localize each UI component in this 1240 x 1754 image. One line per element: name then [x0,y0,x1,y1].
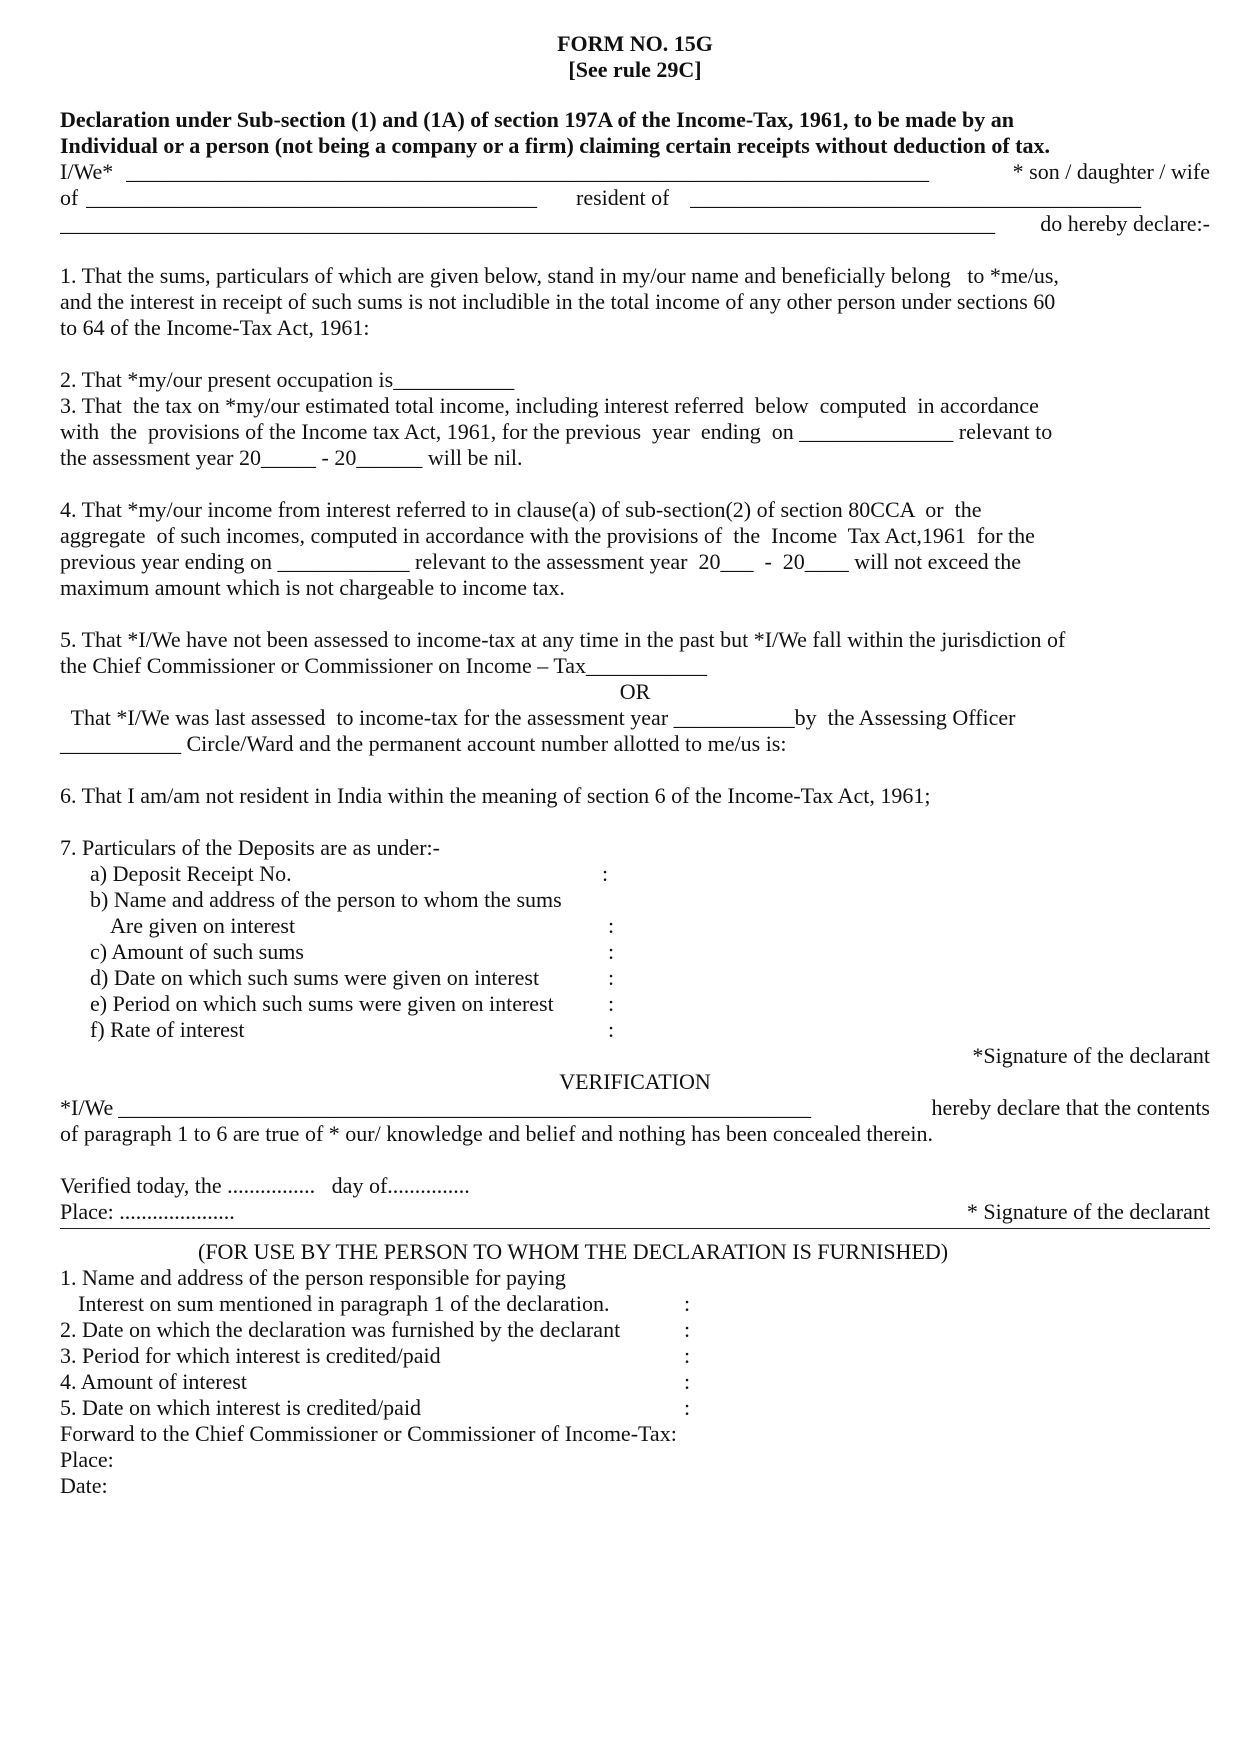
para-4-line-1: 4. That *my/our income from interest referred to in clause(a) of sub-section(2) of section 80CCA or the [60,497,982,522]
deposit-colon-c: : [608,939,615,964]
para-5-line-1: 5. That *I/We have not been assessed to income-tax at any time in the past but *I/We fall within the jurisdiction of [60,627,1066,652]
deposit-item-d: d) Date on which such sums were given on interest [90,965,540,990]
deposit-colon-a: : [602,861,609,886]
verification-line-2: of paragraph 1 to 6 are true of * our/ knowledge and belief and nothing has been concealed therein. [60,1121,933,1146]
of-blank[interactable]: _________________________________________ [86,185,537,210]
payer-colon-3: : [684,1343,691,1368]
para-5-line-3: That *I/We was last assessed to income-tax for the assessment year ___________by the Assessing Officer [60,705,1016,730]
para-1-line-2: and the interest in receipt of such sums is not includible in the total income of any other person under sections 60 [60,289,1056,314]
deposit-colon-d: : [608,965,615,990]
signature-of-declarant-2: * Signature of the declarant [966,1199,1210,1224]
para-1-line-1: 1. That the sums, particulars of which are given below, stand in my/our name and beneficially belong to *me/us, [60,263,1059,288]
para-2: 2. That *my/our present occupation is___________ [60,367,515,392]
payer-item-1-line-2: Interest on sum mentioned in paragraph 1 of the declaration. [78,1291,610,1316]
verification-iwe: *I/We [60,1095,114,1120]
deposit-item-b: b) Name and address of the person to whom the sums [90,887,562,912]
para-6: 6. That I am/am not resident in India within the meaning of section 6 of the Income-Tax Act, 1961; [60,783,931,808]
resident-label: resident of [576,185,670,210]
deposit-colon-e: : [608,991,615,1016]
payer-item-1-line-1: 1. Name and address of the person responsible for paying [60,1265,566,1290]
deposit-item-c: c) Amount of such sums [90,939,304,964]
payer-section-title: (FOR USE BY THE PERSON TO WHOM THE DECLARATION IS FURNISHED) [198,1239,949,1264]
address-blank[interactable]: _____________________________________________________________________________________ [60,211,995,236]
payer-colon-5: : [684,1395,691,1420]
payer-place: Place: [60,1447,114,1472]
payer-item-2: 2. Date on which the declaration was furnished by the declarant [60,1317,621,1342]
para-4-line-3: previous year ending on ____________ relevant to the assessment year 20___ - 20____ will not exceed the [60,549,1022,574]
verified-today: Verified today, the ................ day of............... [60,1173,470,1198]
para-7: 7. Particulars of the Deposits are as under:- [60,835,440,860]
para-3-line-1: 3. That the tax on *my/our estimated total income, including interest referred below computed in accordance [60,393,1039,418]
payer-item-3: 3. Period for which interest is credited/paid [60,1343,441,1368]
payer-colon-1: : [684,1291,691,1316]
verification-name-blank[interactable]: _______________________________________________________________ [118,1095,811,1120]
declaration-title-line-2: Individual or a person (not being a company or a firm) claiming certain receipts without deduction of tax. [60,133,1050,158]
para-3-line-3: the assessment year 20_____ - 20______ will be nil. [60,445,523,470]
form-rule: [See rule 29C] [568,57,702,82]
deposit-item-a: a) Deposit Receipt No. [90,861,292,886]
iwe-label: I/We* [60,159,114,184]
verification-place: Place: ..................... [60,1199,235,1224]
para-4-line-2: aggregate of such incomes, computed in accordance with the provisions of the Income Tax Act,1961 for the [60,523,1035,548]
resident-blank[interactable]: _________________________________________ [690,185,1141,210]
para-4-line-4: maximum amount which is not chargeable to income tax. [60,575,565,600]
verification-hereby: hereby declare that the contents [931,1095,1210,1120]
payer-date: Date: [60,1473,108,1498]
deposit-item-e: e) Period on which such sums were given on interest [90,991,554,1016]
para-3-line-2: with the provisions of the Income tax Act, 1961, for the previous year ending on ______________ relevant to [60,419,1053,444]
verification-title: VERIFICATION [559,1069,711,1094]
section-divider [60,1228,1210,1229]
signature-of-declarant-1: *Signature of the declarant [972,1043,1210,1068]
para-1-line-3: to 64 of the Income-Tax Act, 1961: [60,315,370,340]
deposit-item-b-cont: Are given on interest [110,913,296,938]
of-label: of [60,185,79,210]
para-5-line-4: ___________ Circle/Ward and the permanent account number allotted to me/us is: [60,731,787,756]
para-5-or: OR [619,679,651,704]
relation-text: * son / daughter / wife [1012,159,1210,184]
payer-colon-2: : [684,1317,691,1342]
payer-colon-4: : [684,1369,691,1394]
do-declare-text: do hereby declare:- [1040,211,1210,236]
form-number: FORM NO. 15G [557,31,713,56]
deposit-item-f: f) Rate of interest [90,1017,245,1042]
payer-item-5: 5. Date on which interest is credited/paid [60,1395,422,1420]
declaration-title-line-1: Declaration under Sub-section (1) and (1A) of section 197A of the Income-Tax, 1961, to be made by an [60,107,1014,132]
deposit-colon-b: : [608,913,615,938]
deposit-colon-f: : [608,1017,615,1042]
iwe-name-blank[interactable]: _________________________________________________________________________ [126,159,929,184]
para-5-line-2: the Chief Commissioner or Commissioner on Income – Tax___________ [60,653,707,678]
payer-item-4: 4. Amount of interest [60,1369,247,1394]
forward-to-commissioner: Forward to the Chief Commissioner or Commissioner of Income-Tax: [60,1421,677,1446]
